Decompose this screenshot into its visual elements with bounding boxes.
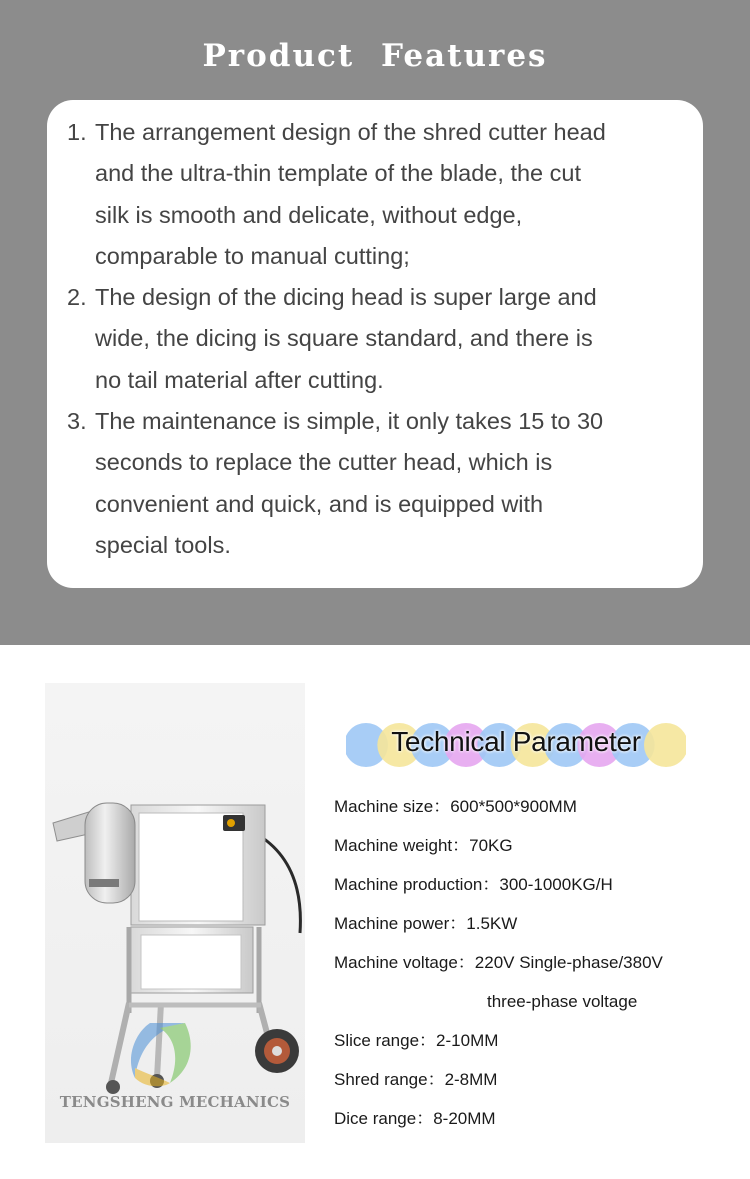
feature-line: The arrangement design of the shred cutter head	[95, 119, 606, 145]
feature-item	[67, 112, 675, 277]
parameter-row: Shred range：2-8MM	[334, 1070, 498, 1089]
parameter-row: Slice range：2-10MM	[334, 1031, 499, 1050]
parameter-row: Machine production：300-1000KG/H	[334, 875, 613, 894]
parameter-row: Machine size：600*500*900MM	[334, 797, 577, 816]
technical-parameter-header	[346, 718, 686, 774]
feature-line: seconds to replace the cutter head, which is	[95, 449, 553, 476]
feature-number: 3.	[67, 408, 87, 435]
feature-number: 2.	[67, 284, 87, 311]
features-list	[67, 112, 675, 566]
feature-line: The design of the dicing head is super large and	[95, 284, 597, 311]
machine-photo	[45, 683, 305, 1143]
feature-item	[67, 277, 675, 401]
feature-line: wide, the dicing is square standard, and there is	[95, 325, 593, 352]
feature-line: silk is smooth and delicate, without edge,	[95, 201, 523, 228]
technical-parameter-title: Technical Parameter	[391, 726, 641, 757]
features-title: Product Features	[202, 38, 548, 74]
parameter-row: Machine weight：70KG	[334, 836, 513, 855]
parameter-row: three-phase voltage	[487, 992, 638, 1011]
feature-line: special tools.	[95, 531, 231, 558]
feature-line: The maintenance is simple, it only takes 15 to 30	[95, 408, 604, 435]
feature-number: 1.	[67, 119, 87, 145]
parameter-row: Machine voltage：220V Single-phase/380V	[334, 953, 663, 972]
parameter-row: Machine power：1.5KW	[334, 914, 518, 933]
parameter-row: Dice range：8-20MM	[334, 1109, 496, 1128]
feature-line: convenient and quick, and is equipped with	[95, 490, 544, 517]
dicing-machine-illustration	[45, 683, 305, 1143]
feature-item	[67, 401, 675, 566]
feature-line: comparable to manual cutting;	[95, 242, 410, 269]
brand-logo-text: TENGSHENG MECHANICS	[59, 1093, 291, 1111]
parameter-list	[334, 796, 734, 1147]
features-card	[47, 100, 703, 588]
feature-line: no tail material after cutting.	[95, 366, 384, 393]
feature-line: and the ultra-thin template of the blade, the cut	[95, 160, 581, 187]
